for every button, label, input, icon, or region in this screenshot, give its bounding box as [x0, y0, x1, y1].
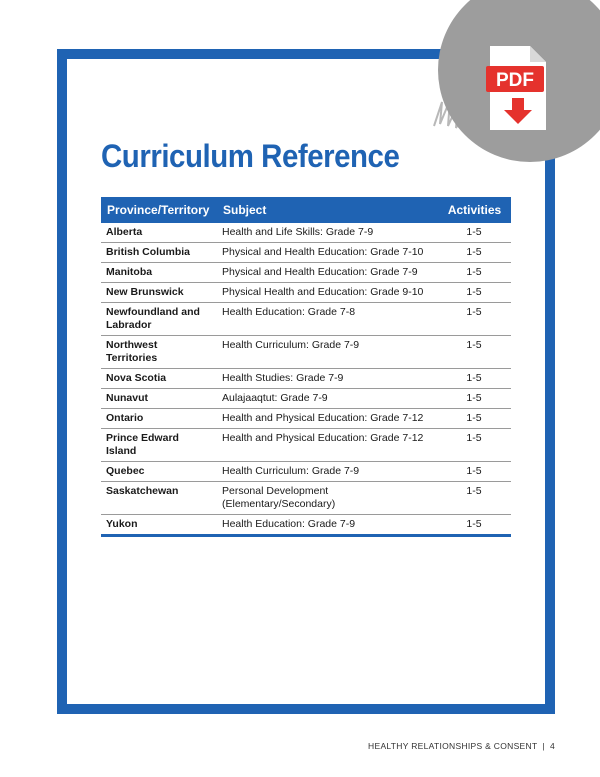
subject-cell: Health Studies: Grade 7-9 [217, 369, 438, 389]
table-header-row [101, 197, 511, 223]
activities-cell: 1-5 [438, 243, 511, 263]
province-cell: Ontario [101, 409, 217, 429]
activities-cell: 1-5 [438, 429, 511, 462]
header-province: Province/Territory [101, 197, 217, 223]
table-row [101, 263, 511, 283]
activities-cell: 1-5 [438, 409, 511, 429]
province-cell: Prince Edward Island [101, 429, 217, 462]
province-cell: Saskatchewan [101, 482, 217, 515]
subject-cell: Health Education: Grade 7-9 [217, 515, 438, 536]
activities-cell: 1-5 [438, 482, 511, 515]
province-cell: Nova Scotia [101, 369, 217, 389]
activities-cell: 1-5 [438, 303, 511, 336]
province-cell: Newfoundland and Labrador [101, 303, 217, 336]
province-cell: British Columbia [101, 243, 217, 263]
table-row [101, 243, 511, 263]
table-row [101, 462, 511, 482]
subject-cell: Physical and Health Education: Grade 7-9 [217, 263, 438, 283]
activities-cell: 1-5 [438, 389, 511, 409]
table-row [101, 429, 511, 462]
table-row [101, 389, 511, 409]
subject-cell: Physical and Health Education: Grade 7-10 [217, 243, 438, 263]
subject-cell: Health and Physical Education: Grade 7-12 [217, 409, 438, 429]
province-cell: Quebec [101, 462, 217, 482]
header-activities: Activities [438, 197, 511, 223]
curriculum-table [101, 197, 511, 537]
table-row [101, 303, 511, 336]
table-row [101, 223, 511, 243]
table-row [101, 409, 511, 429]
province-cell: Yukon [101, 515, 217, 536]
pdf-document-icon[interactable] [486, 44, 550, 132]
table-row [101, 283, 511, 303]
subject-cell: Health and Life Skills: Grade 7-9 [217, 223, 438, 243]
activities-cell: 1-5 [438, 369, 511, 389]
subject-cell: Health Curriculum: Grade 7-9 [217, 462, 438, 482]
subject-cell: Health and Physical Education: Grade 7-12 [217, 429, 438, 462]
activities-cell: 1-5 [438, 515, 511, 536]
table-row [101, 369, 511, 389]
province-cell: Alberta [101, 223, 217, 243]
activities-cell: 1-5 [438, 223, 511, 243]
subject-cell: Physical Health and Education: Grade 9-10 [217, 283, 438, 303]
page-footer [368, 741, 555, 751]
activities-cell: 1-5 [438, 263, 511, 283]
footer-title: HEALTHY RELATIONSHIPS & CONSENT [368, 741, 538, 751]
header-subject: Subject [217, 197, 438, 223]
province-cell: Nunavut [101, 389, 217, 409]
province-cell: New Brunswick [101, 283, 217, 303]
subject-cell: Aulajaaqtut: Grade 7-9 [217, 389, 438, 409]
subject-cell: Health Curriculum: Grade 7-9 [217, 336, 438, 369]
subject-cell: Health Education: Grade 7-8 [217, 303, 438, 336]
page-number: 4 [549, 741, 555, 751]
pdf-label: PDF [496, 70, 534, 91]
activities-cell: 1-5 [438, 283, 511, 303]
table-row [101, 515, 511, 536]
province-cell: Manitoba [101, 263, 217, 283]
activities-cell: 1-5 [438, 336, 511, 369]
province-cell: Northwest Territories [101, 336, 217, 369]
activities-cell: 1-5 [438, 462, 511, 482]
table-row [101, 336, 511, 369]
subject-cell: Personal Development (Elementary/Secondary) [217, 482, 438, 515]
page-title: Curriculum Reference [101, 138, 400, 174]
table-row [101, 482, 511, 515]
footer-separator: | [542, 741, 545, 751]
